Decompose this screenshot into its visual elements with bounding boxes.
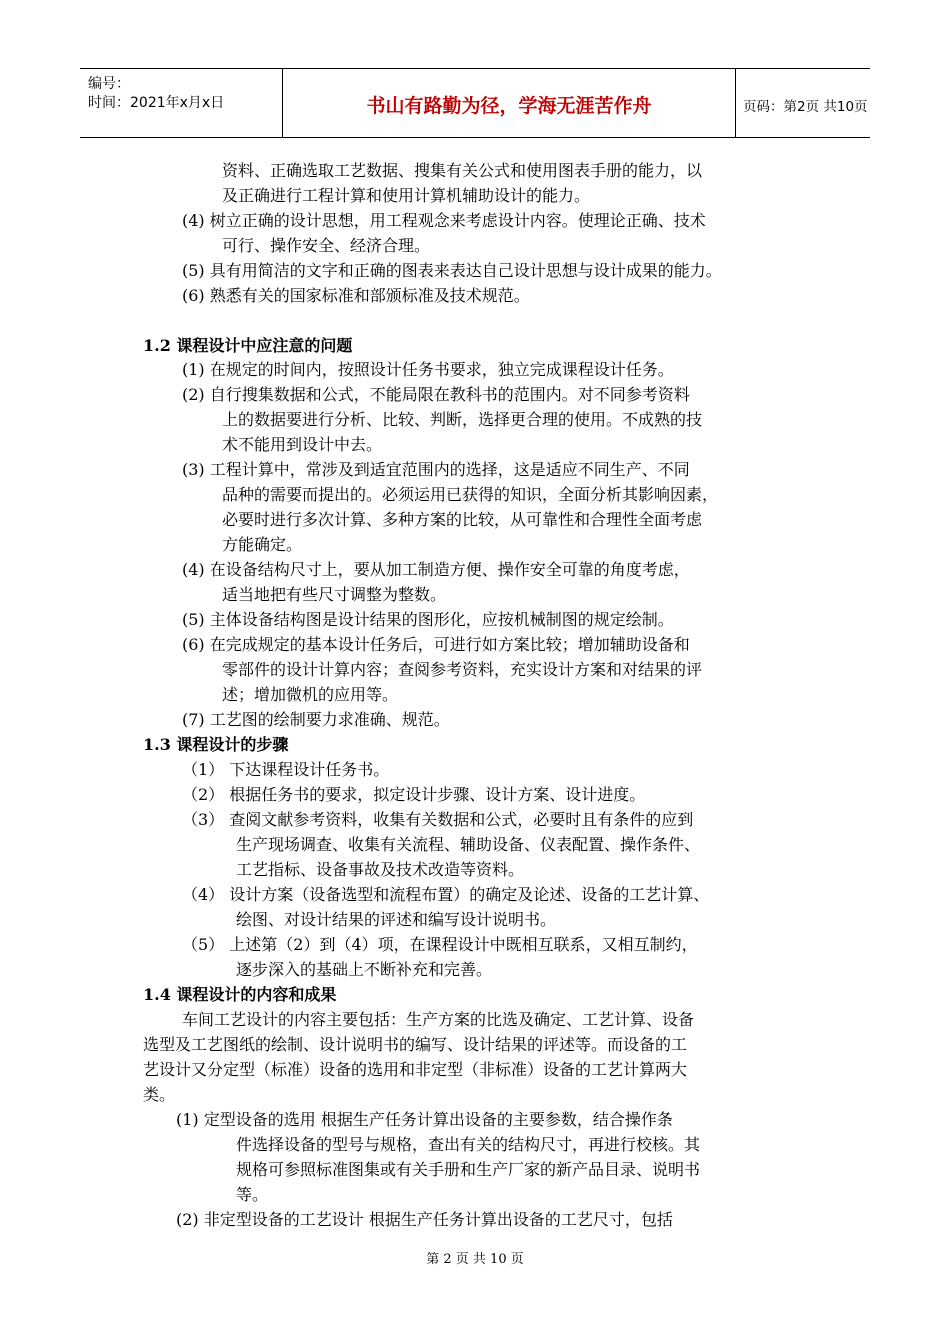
section-heading-1-4: 1.4 课程设计的内容和成果 <box>143 985 337 1004</box>
body-line: 零部件的设计计算内容；查阅参考资料，充实设计方案和对结果的评 <box>222 660 703 679</box>
list-item-2: （2） 根据任务书的要求，拟定设计步骤、设计方案、设计进度。 <box>182 785 646 804</box>
list-item-6: (6) 在完成规定的基本设计任务后，可进行如方案比较；增加辅助设备和 <box>182 635 690 654</box>
list-item-5: (5) 具有用简洁的文字和正确的图表来表达自己设计思想与设计成果的能力。 <box>182 261 722 280</box>
header-motto-cell <box>282 69 736 137</box>
document-date-label: 时间：2021年x月x日 <box>88 95 225 111</box>
body-line: 可行、操作安全、经济合理。 <box>222 236 431 255</box>
list-item-4: (4) 树立正确的设计思想，用工程观念来考虑设计内容。使理论正确、技术 <box>182 211 706 230</box>
document-number-label: 编号： <box>88 76 130 92</box>
body-line: 规格可参照标准图集或有关手册和生产厂家的新产品目录、说明书 <box>236 1160 701 1179</box>
list-item-2: (2) 非定型设备的工艺设计 根据生产任务计算出设备的工艺尺寸，包括 <box>176 1210 673 1229</box>
list-item-3: (3) 工程计算中，常涉及到适宜范围内的选择，这是适应不同生产、不同 <box>182 460 690 479</box>
section-heading-1-3: 1.3 课程设计的步骤 <box>143 735 289 754</box>
header-motto: 书山有路勤为径，学海无涯苦作舟 <box>366 95 652 117</box>
list-item-5: (5) 主体设备结构图是设计结果的图形化，应按机械制图的规定绘制。 <box>182 610 674 629</box>
body-line: 逐步深入的基础上不断补充和完善。 <box>236 960 493 979</box>
section-heading-1-2: 1.2 课程设计中应注意的问题 <box>143 336 353 355</box>
body-line: 等。 <box>236 1185 269 1204</box>
body-line: 品种的需要而提出的。必须运用已获得的知识，全面分析其影响因素， <box>222 485 719 504</box>
list-item-1: （1） 下达课程设计任务书。 <box>182 760 390 779</box>
list-item-3: （3） 查阅文献参考资料，收集有关数据和公式，必要时且有条件的应到 <box>182 810 694 829</box>
body-line: 方能确定。 <box>222 535 303 554</box>
body-line: 车间工艺设计的内容主要包括：生产方案的比选及确定、工艺计算、设备 <box>182 1010 695 1029</box>
header-page-cell <box>735 69 870 137</box>
list-item-4: （4） 设计方案（设备选型和流程布置）的确定及论述、设备的工艺计算、 <box>182 885 710 904</box>
body-line: 上的数据要进行分析、比较、判断，选择更合理的使用。不成熟的技 <box>222 410 703 429</box>
header-meta-cell <box>80 69 282 137</box>
body-line: 术不能用到设计中去。 <box>222 435 383 454</box>
body-line: 生产现场调查、收集有关流程、辅助设备、仪表配置、操作条件、 <box>236 835 701 854</box>
list-item-2: (2) 自行搜集数据和公式，不能局限在教科书的范围内。对不同参考资料 <box>182 385 690 404</box>
page-header <box>80 68 870 138</box>
list-item-1: (1) 在规定的时间内，按照设计任务书要求，独立完成课程设计任务。 <box>182 360 674 379</box>
body-line: 选型及工艺图纸的绘制、设计说明书的编写、设计结果的评述等。而设备的工 <box>143 1035 688 1054</box>
list-item-4: (4) 在设备结构尺寸上，要从加工制造方便、操作安全可靠的角度考虑， <box>182 560 690 579</box>
list-item-1: (1) 定型设备的选用 根据生产任务计算出设备的主要参数，结合操作条 <box>176 1110 673 1129</box>
body-line: 绘图、对设计结果的评述和编写设计说明书。 <box>236 910 557 929</box>
body-line: 艺设计又分定型（标准）设备的选用和非定型（非标准）设备的工艺计算两大 <box>143 1060 688 1079</box>
body-line: 工艺指标、设备事故及技术改造等资料。 <box>236 860 525 879</box>
list-item-6: (6) 熟悉有关的国家标准和部颁标准及技术规范。 <box>182 286 530 305</box>
header-page-info: 页码：第2页 共10页 <box>743 99 868 115</box>
body-line: 及正确进行工程计算和使用计算机辅助设计的能力。 <box>222 186 591 205</box>
list-item-7: (7) 工艺图的绘制要力求准确、规范。 <box>182 710 450 729</box>
body-line: 述；增加微机的应用等。 <box>222 685 399 704</box>
page-footer: 第 2 页 共 10 页 <box>426 1252 524 1267</box>
list-item-5: （5） 上述第（2）到（4）项，在课程设计中既相互联系，又相互制约， <box>182 935 698 954</box>
body-line: 类。 <box>143 1085 176 1104</box>
body-line: 必要时进行多次计算、多种方案的比较，从可靠性和合理性全面考虑 <box>222 510 703 529</box>
body-line: 资料、正确选取工艺数据、搜集有关公式和使用图表手册的能力，以 <box>222 161 703 180</box>
body-line: 件选择设备的型号与规格，查出有关的结构尺寸，再进行校核。其 <box>236 1135 701 1154</box>
body-line: 适当地把有些尺寸调整为整数。 <box>222 585 447 604</box>
